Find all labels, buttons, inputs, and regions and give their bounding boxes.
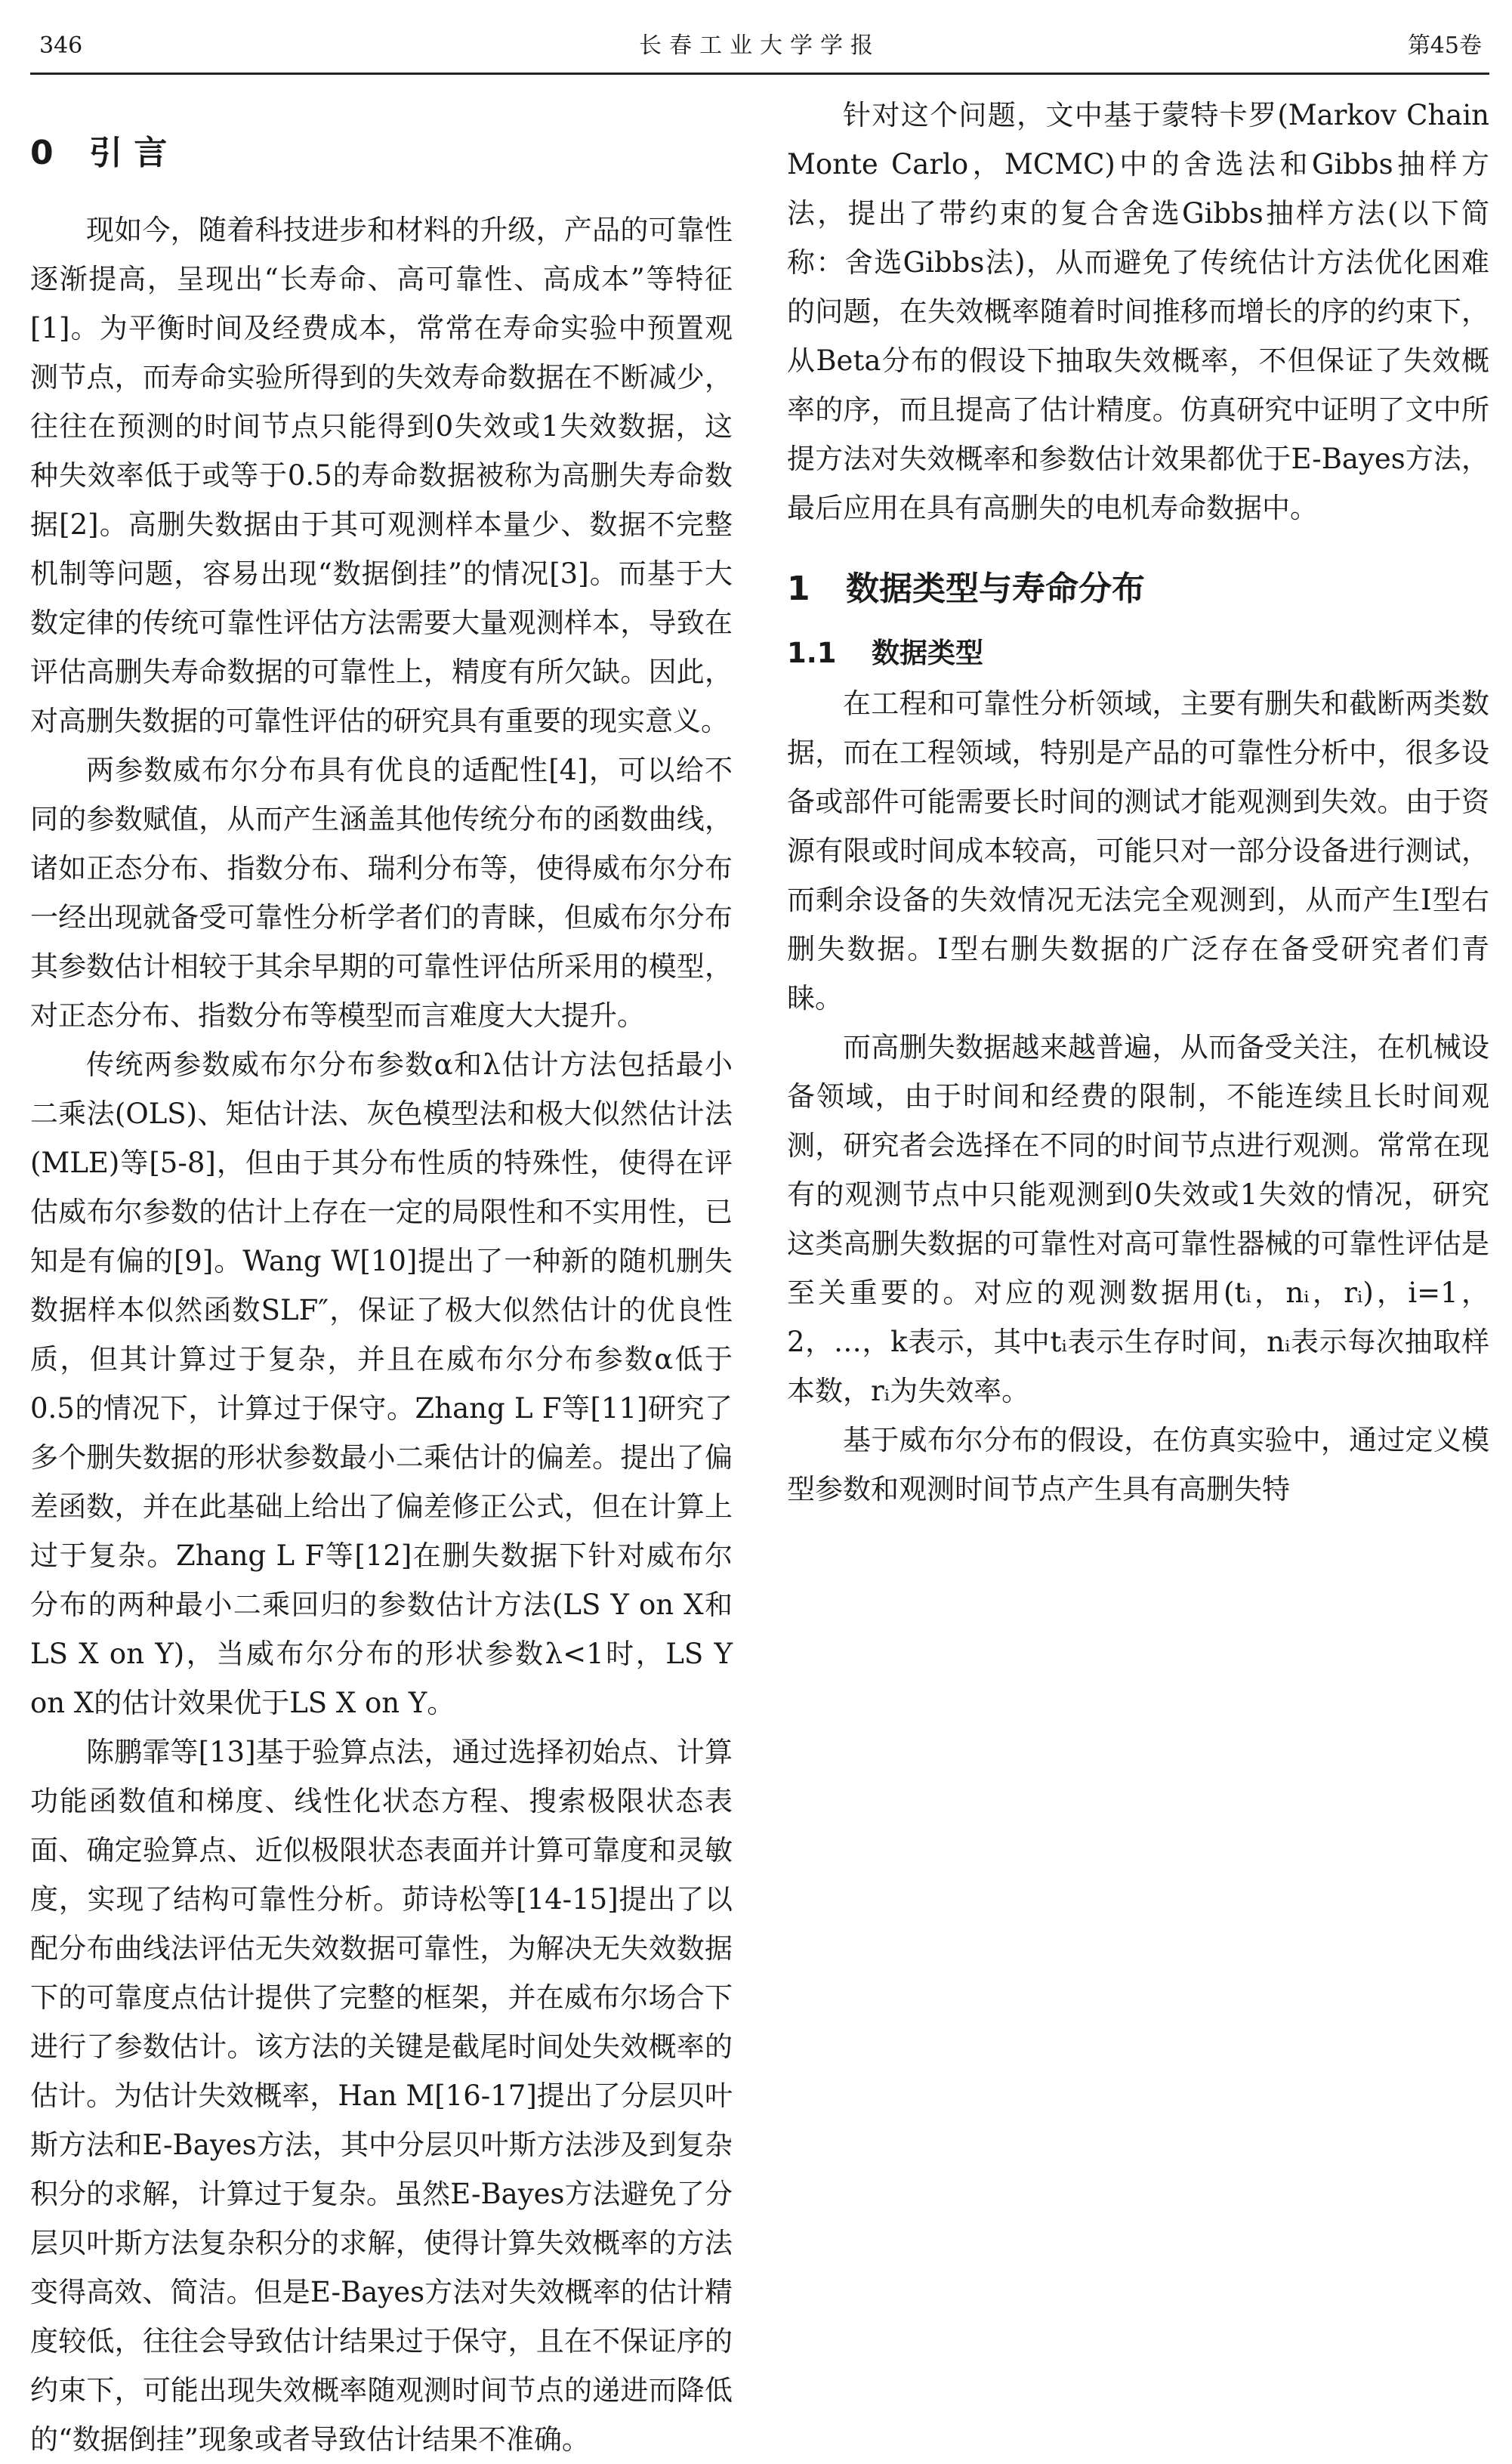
section-heading-introduction bbox=[30, 127, 733, 180]
paragraph: 现如今，随着科技进步和材料的升级，产品的可靠性逐渐提高，呈现出“长寿命、高可靠性、高成本”等特征[1]。为平衡时间及经费成本，常常在寿命实验中预置观测节点，而寿命实验所得到的失效寿命数据在不断减少，往往在预测的时间节点只能得到0失效或1失效数据，这种失效率低于或等于0.5的寿命数据被称为高删失寿命数据[2]。高删失数据由于其可观测样本量少、数据不完整机制等问题，容易出现“数据倒挂”的情况[3]。而基于大数定律的传统可靠性评估方法需要大量观测样本，导致在评估高删失寿命数据的可靠性上，精度有所欠缺。因此，对高删失数据的可靠性评估的研究具有重要的现实意义。 bbox=[30, 214, 733, 737]
volume-label: 第45卷 bbox=[1407, 32, 1482, 59]
paragraph: 在工程和可靠性分析领域，主要有删失和截断两类数据，而在工程领域，特别是产品的可靠性分析中，很多设备或部件可能需要长时间的测试才能观测到失效。由于资源有限或时间成本较高，可能只对一部分设备进行测试，而剩余设备的失效情况无法完全观测到，从而产生Ⅰ型右删失数据。Ⅰ型右删失数据的广泛存在备受研究者们青睐。 bbox=[787, 687, 1489, 1014]
right-column bbox=[787, 91, 1489, 2296]
subsection-title: 数据类型 bbox=[872, 637, 983, 669]
section-heading-data-types bbox=[787, 563, 1489, 616]
paragraph: 陈鹏霏等[13]基于验算点法，通过选择初始点、计算功能函数值和梯度、线性化状态方程、搜索极限状态表面、确定验算点、近似极限状态表面并计算可靠度和灵敏度，实现了结构可靠性分析。茆诗松等[14-15]提出了以配分布曲线法评估无失效数据可靠性，为解决无失效数据下的可靠度点估计提供了完整的框架，并在威布尔场合下进行了参数估计。该方法的关键是截尾时间处失效概率的估计。为估计失效概率，Han M[16-17]提出了分层贝叶斯方法和E-Bayes方法，其中分层贝叶斯方法涉及到复杂积分的求解，计算过于复杂。虽然E-Bayes方法避免了分层贝叶斯方法复杂积分的求解，使得计算失效概率的方法变得高效、简洁。但是E-Bayes方法对失效概率的估计精度较低，往往会导致估计结果过于保守，且在不保证序的约束下，可能出现失效概率随观测时间节点的递进而降低的“数据倒挂”现象或者导致估计结果不准确。 bbox=[30, 1736, 733, 2456]
left-column bbox=[30, 91, 733, 2456]
header-rule bbox=[30, 73, 1489, 75]
paragraph: 两参数威布尔分布具有优良的适配性[4]，可以给不同的参数赋值，从而产生涵盖其他传统分布的函数曲线，诸如正态分布、指数分布、瑞利分布等，使得威布尔分布一经出现就备受可靠性分析学者们的青睐，但威布尔分布其参数估计相较于其余早期的可靠性评估所采用的模型，对正态分布、指数分布等模型而言难度大大提升。 bbox=[30, 754, 733, 1032]
paragraph: 基于威布尔分布的假设，在仿真实验中，通过定义模型参数和观测时间节点产生具有高删失特 bbox=[787, 1424, 1489, 1505]
subsection-heading bbox=[787, 631, 1489, 676]
journal-name: 长春工业大学学报 bbox=[639, 32, 881, 59]
section-number: 1 bbox=[787, 570, 810, 608]
section-number: 0 bbox=[30, 134, 54, 172]
section-title: 引 言 bbox=[89, 134, 168, 172]
page-number: 346 bbox=[39, 32, 83, 59]
paragraph: 针对这个问题，文中基于蒙特卡罗(Markov Chain Monte Carlo，MCMC)中的舍选法和Gibbs抽样方法，提出了带约束的复合舍选Gibbs抽样方法(以下简称：舍选Gibbs法)，从而避免了传统估计方法优化困难的问题，在失效概率随着时间推移而增长的序的约束下，从Beta分布的假设下抽取失效概率，不但保证了失效概率的序，而且提高了估计精度。仿真研究中证明了文中所提方法对失效概率和参数估计效果都优于E-Bayes方法，最后应用在具有高删失的电机寿命数据中。 bbox=[787, 99, 1489, 524]
section-title: 数据类型与寿命分布 bbox=[846, 570, 1145, 608]
paragraph: 传统两参数威布尔分布参数α和λ估计方法包括最小二乘法(OLS)、矩估计法、灰色模型法和极大似然估计法(MLE)等[5-8]，但由于其分布性质的特殊性，使得在评估威布尔参数的估计上存在一定的局限性和不实用性，已知是有偏的[9]。Wang W[10]提出了一种新的随机删失数据样本似然函数SLF″，保证了极大似然估计的优良性质，但其计算过于复杂，并且在威布尔分布参数α低于0.5的情况下，计算过于保守。Zhang L F等[11]研究了多个删失数据的形状参数最小二乘估计的偏差。提出了偏差函数，并在此基础上给出了偏差修正公式，但在计算上过于复杂。Zhang L F等[12]在删失数据下针对威布尔分布的两种最小二乘回归的参数估计方法(LS Y on X和LS X on Y)，当威布尔分布的形状参数λ<1时，LS Y on X的估计效果优于LS X on Y。 bbox=[30, 1048, 733, 1719]
paragraph: 而高删失数据越来越普遍，从而备受关注，在机械设备领域，由于时间和经费的限制，不能连续且长时间观测，研究者会选择在不同的时间节点进行观测。常常在现有的观测节点中只能观测到0失效或1失效的情况，研究这类高删失数据的可靠性对高可靠性器械的可靠性评估是至关重要的。对应的观测数据用(tᵢ，nᵢ，rᵢ)，i=1，2，…，k表示，其中tᵢ表示生存时间，nᵢ表示每次抽取样本数，rᵢ为失效率。 bbox=[787, 1031, 1489, 1407]
running-head bbox=[30, 24, 1489, 68]
subsection-number: 1.1 bbox=[787, 637, 837, 669]
